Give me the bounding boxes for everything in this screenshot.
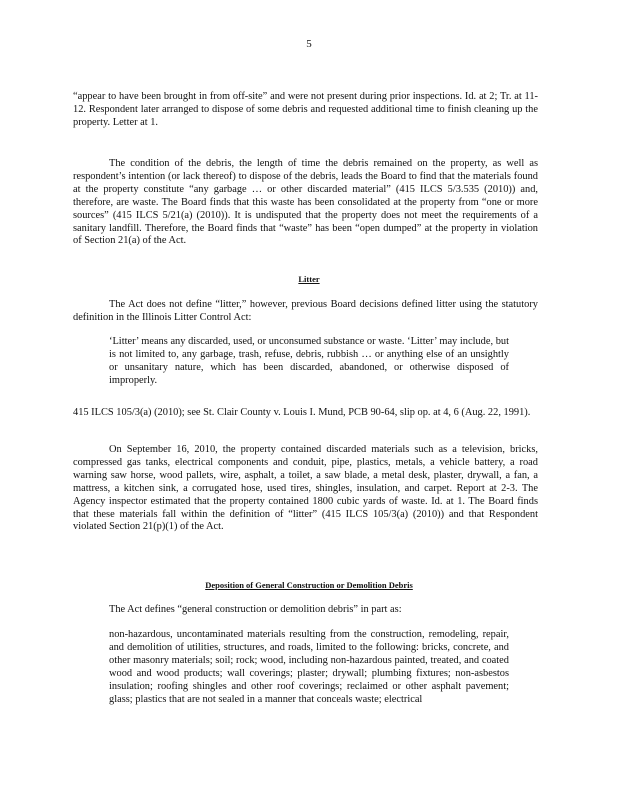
- page-number: 5: [306, 38, 312, 50]
- section-heading-litter: Litter: [298, 274, 320, 284]
- paragraph-litter-definition: The Act does not define “litter,” however, previous Board decisions defined litter using the statutory definition in the Illinois Litter Control Act:: [73, 299, 538, 323]
- block-quote-debris: non-hazardous, uncontaminated materials resulting from the construction, remodeling, repair, and demolition of utilities, structures, and roads, limited to the following: bricks, concrete, and other masonry materials; soil; rock; wood, including non-hazardous painted, treated, and coated wood and wood products; wall coverings; plaster; drywall; plumbing fixtures; non-asbestos insulation; roofing shingles and other roof coverings; reclaimed or other asphalt pavement; glass; plastics that are not sealed in a manner that conceals waste; electrical: [109, 629, 509, 705]
- block-quote-litter: ‘Litter’ means any discarded, used, or unconsumed substance or waste. ‘Litter’ may include, but is not limited to, any garbage, trash, refuse, debris, rubbish … or anything else of an unsightly or unsanitary nature, which has been discarded, abandoned, or otherwise disposed of improperly.: [109, 336, 509, 386]
- citation-paragraph: 415 ILCS 105/3(a) (2010); see St. Clair County v. Louis I. Mund, PCB 90-64, slip op. at 4, 6 (Aug. 22, 1991).: [73, 407, 531, 418]
- paragraph-debris-definition: The Act defines “general construction or demolition debris” in part as:: [109, 604, 402, 615]
- section-heading-deposition: Deposition of General Construction or Demolition Debris: [205, 580, 413, 590]
- paragraph-continued: “appear to have been brought in from off-site” and were not present during prior inspections. Id. at 2; Tr. at 11-12. Respondent later arranged to dispose of some debris and requested additional time to finish cleaning up the property. Letter at 1.: [73, 91, 538, 128]
- paragraph-litter-finding: On September 16, 2010, the property contained discarded materials such as a television, bricks, compressed gas tanks, electrical components and conduit, pipe, plastics, metals, a vehicle battery, a road warning saw horse, wood pallets, wire, asphalt, a toilet, a saw blade, a metal desk, plaster, drywall, a fan, a mattress, a kitchen sink, a corrugated hose, used tires, shingles, insulation, and carpet. Report at 2-3. The Agency inspector estimated that the property contained 1800 cubic yards of waste. Id. at 1. The Board finds that these materials fall within the definition of “litter” (415 ILCS 105/3(a) (2010)) and that Respondent violated Section 21(p)(1) of the Act.: [73, 444, 538, 533]
- paragraph-waste-finding: The condition of the debris, the length of time the debris remained on the property, as well as respondent’s intention (or lack thereof) to dispose of the debris, leads the Board to find that the materials found at the property constitute “any garbage … or other discarded material” (415 ILCS 5/3.535 (2010)) and, therefore, are waste. The Board finds that this waste has been consolidated at the property from “one or more sources” (415 ILCS 5/21(a) (2010)). It is undisputed that the property does not meet the requirements of a sanitary landfill. Therefore, the Board finds that “waste” has been “open dumped” at the property in violation of Section 21(a) of the Act.: [73, 158, 538, 247]
